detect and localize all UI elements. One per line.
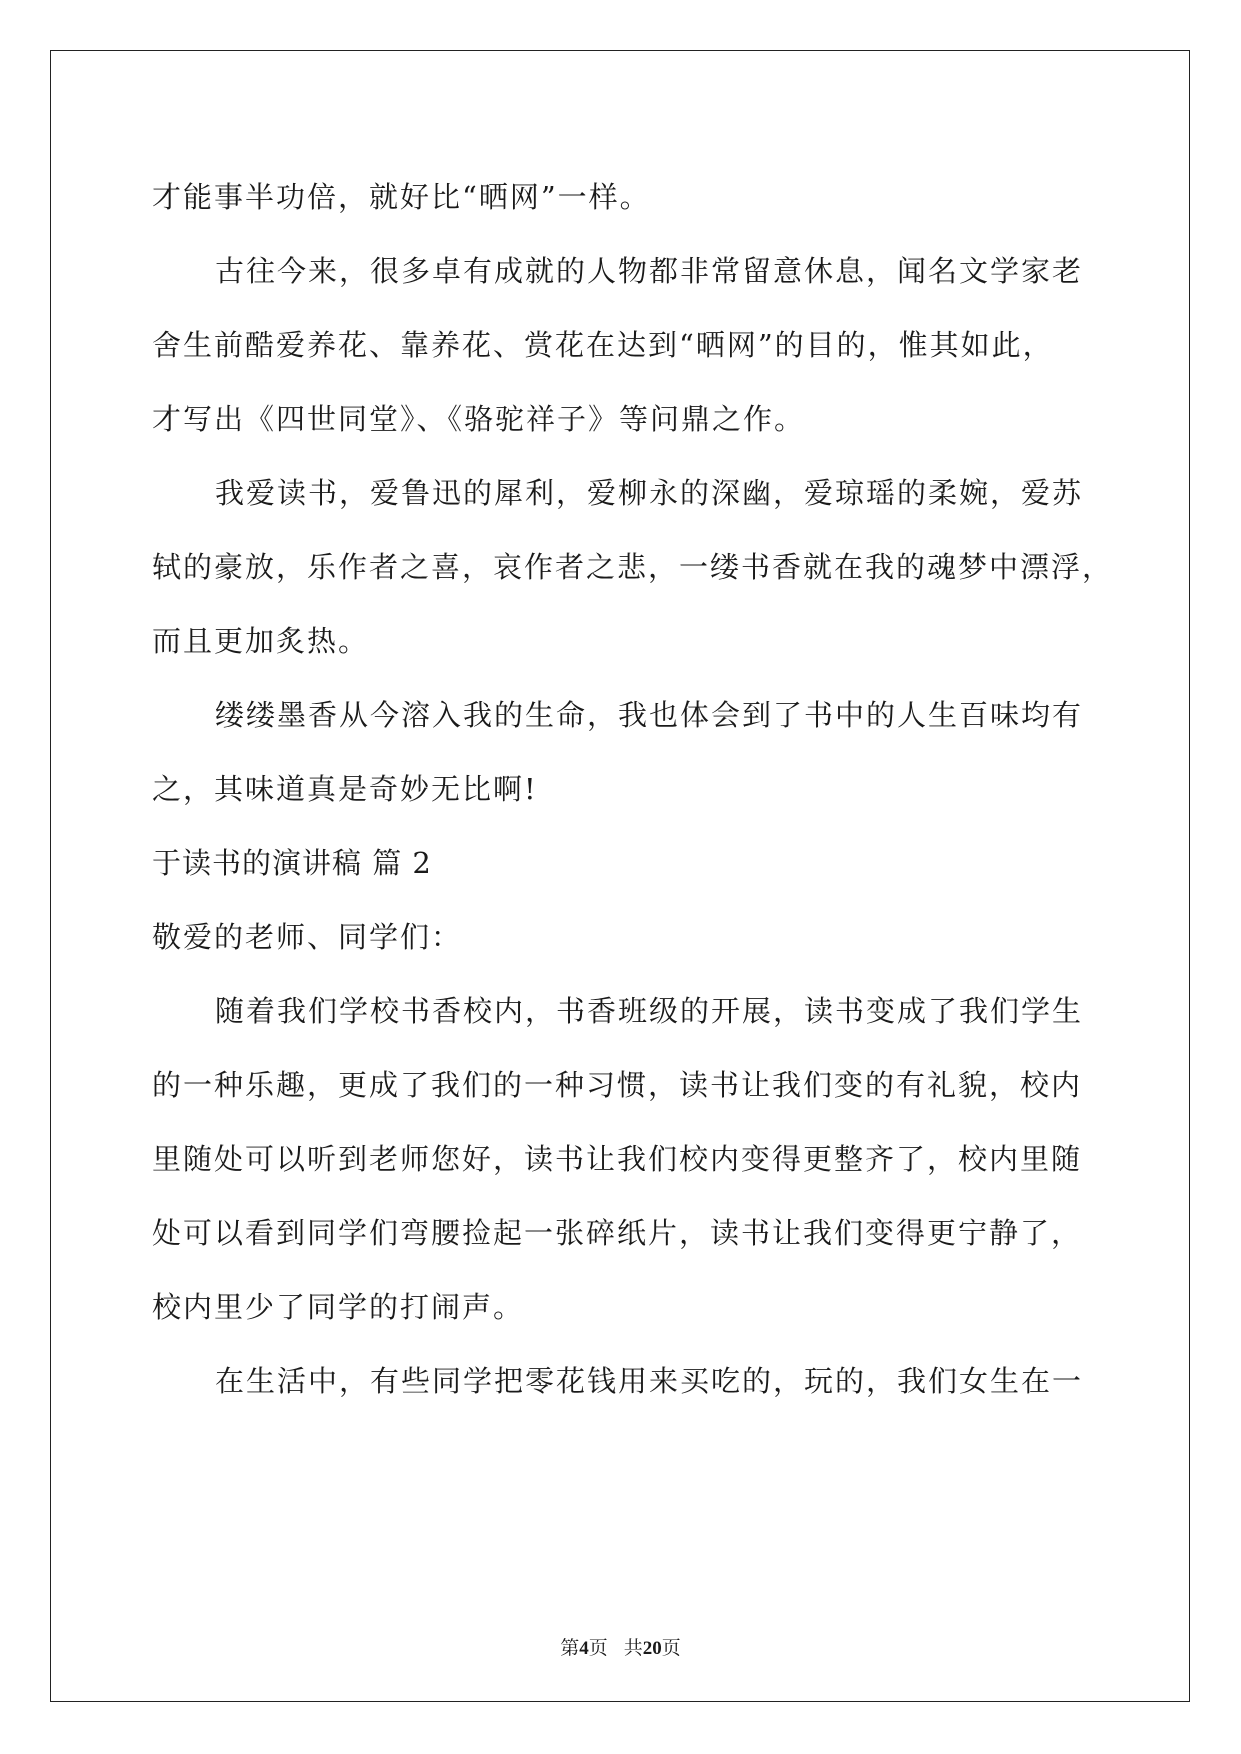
page-footer xyxy=(0,1636,1241,1661)
section-heading: 于读书的演讲稿 篇 2 xyxy=(152,846,432,880)
page-prefix: 第 xyxy=(560,1637,580,1659)
text-line: 才能事半功倍，就好比“晒网”一样。 xyxy=(152,180,651,214)
paragraph-start: 古往今来，很多卓有成就的人物都非常留意休息，闻名文学家老 xyxy=(215,254,1084,288)
paragraph-start: 随着我们学校书香校内，书香班级的开展，读书变成了我们学生 xyxy=(215,994,1084,1028)
text-line: 之，其味道真是奇妙无比啊! xyxy=(152,772,538,806)
text-line: 轼的豪放，乐作者之喜，哀作者之悲，一缕书香就在我的魂梦中漂浮， xyxy=(152,550,1114,584)
document-body xyxy=(152,160,1112,1418)
text-line: 的一种乐趣，更成了我们的一种习惯，读书让我们变的有礼貌，校内 xyxy=(152,1068,1083,1102)
page-suffix: 页 xyxy=(588,1637,608,1659)
total-suffix: 页 xyxy=(661,1637,681,1659)
page-number: 4 xyxy=(579,1638,589,1659)
text-line: 才写出《四世同堂》、《骆驼祥子》等问鼎之作。 xyxy=(152,402,806,436)
text-line: 里随处可以听到老师您好，读书让我们校内变得更整齐了，校内里随 xyxy=(152,1142,1083,1176)
salutation: 敬爱的老师、同学们： xyxy=(152,920,463,954)
total-prefix: 共 xyxy=(623,1637,643,1659)
paragraph-start: 缕缕墨香从今溶入我的生命，我也体会到了书中的人生百味均有 xyxy=(215,698,1084,732)
paragraph-start: 我爱读书，爱鲁迅的犀利，爱柳永的深幽，爱琼瑶的柔婉，爱苏 xyxy=(215,476,1084,510)
text-line: 舍生前酷爱养花、靠养花、赏花在达到“晒网”的目的，惟其如此， xyxy=(152,328,1054,362)
text-line: 校内里少了同学的打闹声。 xyxy=(152,1290,525,1324)
text-line: 而且更加炙热。 xyxy=(152,624,370,658)
total-pages: 20 xyxy=(642,1638,662,1659)
text-line: 处可以看到同学们弯腰捡起一张碎纸片，读书让我们变得更宁静了， xyxy=(152,1216,1083,1250)
paragraph-start: 在生活中，有些同学把零花钱用来买吃的，玩的，我们女生在一 xyxy=(215,1364,1084,1398)
